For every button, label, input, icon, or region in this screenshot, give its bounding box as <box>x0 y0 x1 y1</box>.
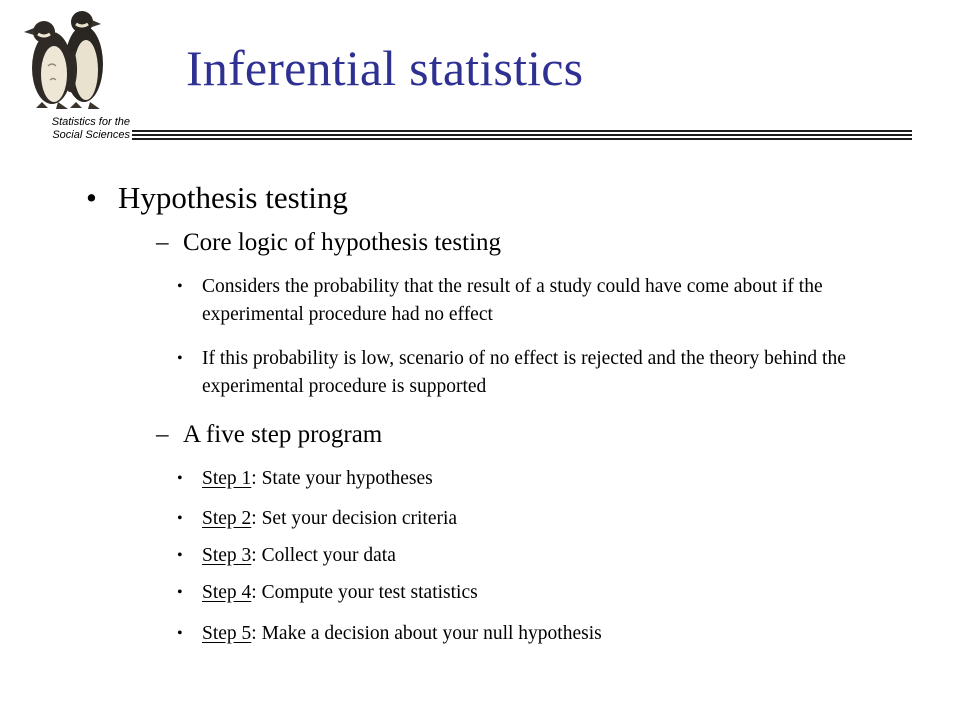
step-label: Step 2 <box>202 508 252 529</box>
step-label: Step 3 <box>202 545 252 566</box>
logo-caption-line2: Social Sciences <box>52 129 130 141</box>
sub-bullet-text: Core logic of hypothesis testing <box>183 229 502 256</box>
step-label: Step 4 <box>202 582 252 603</box>
step-label: Step 5 <box>202 623 252 644</box>
step-text: : State your hypotheses <box>251 468 433 489</box>
step-text: : Make a decision about your null hypothesis <box>251 623 602 644</box>
point-text: Considers the probability that the result of a study could have come about if the experimental procedure had no effect <box>202 276 823 325</box>
bullet-dot: • <box>177 350 183 367</box>
step-text: : Set your decision criteria <box>251 508 458 529</box>
dash: – <box>156 421 169 448</box>
bullet-dot: • <box>177 470 183 487</box>
logo-caption-line1: Statistics for the <box>51 116 130 128</box>
point-text: If this probability is low, scenario of no effect is rejected and the theory behind the experimental procedure is supported <box>202 348 846 397</box>
bullet-dot: • <box>177 278 183 295</box>
step-label: Step 1 <box>202 468 252 489</box>
dash: – <box>156 229 169 256</box>
slide-title: Inferential statistics <box>186 40 584 96</box>
step-text: : Compute your test statistics <box>251 582 478 603</box>
bullet-dot: • <box>86 180 97 215</box>
bullet-dot: • <box>177 510 183 527</box>
bullet-dot: • <box>177 625 183 642</box>
bullet-dot: • <box>177 584 183 601</box>
step-text: : Collect your data <box>251 545 396 566</box>
bullet-dot: • <box>177 547 183 564</box>
bullet-text: Hypothesis testing <box>118 180 348 215</box>
sub-bullet-text: A five step program <box>183 421 383 448</box>
